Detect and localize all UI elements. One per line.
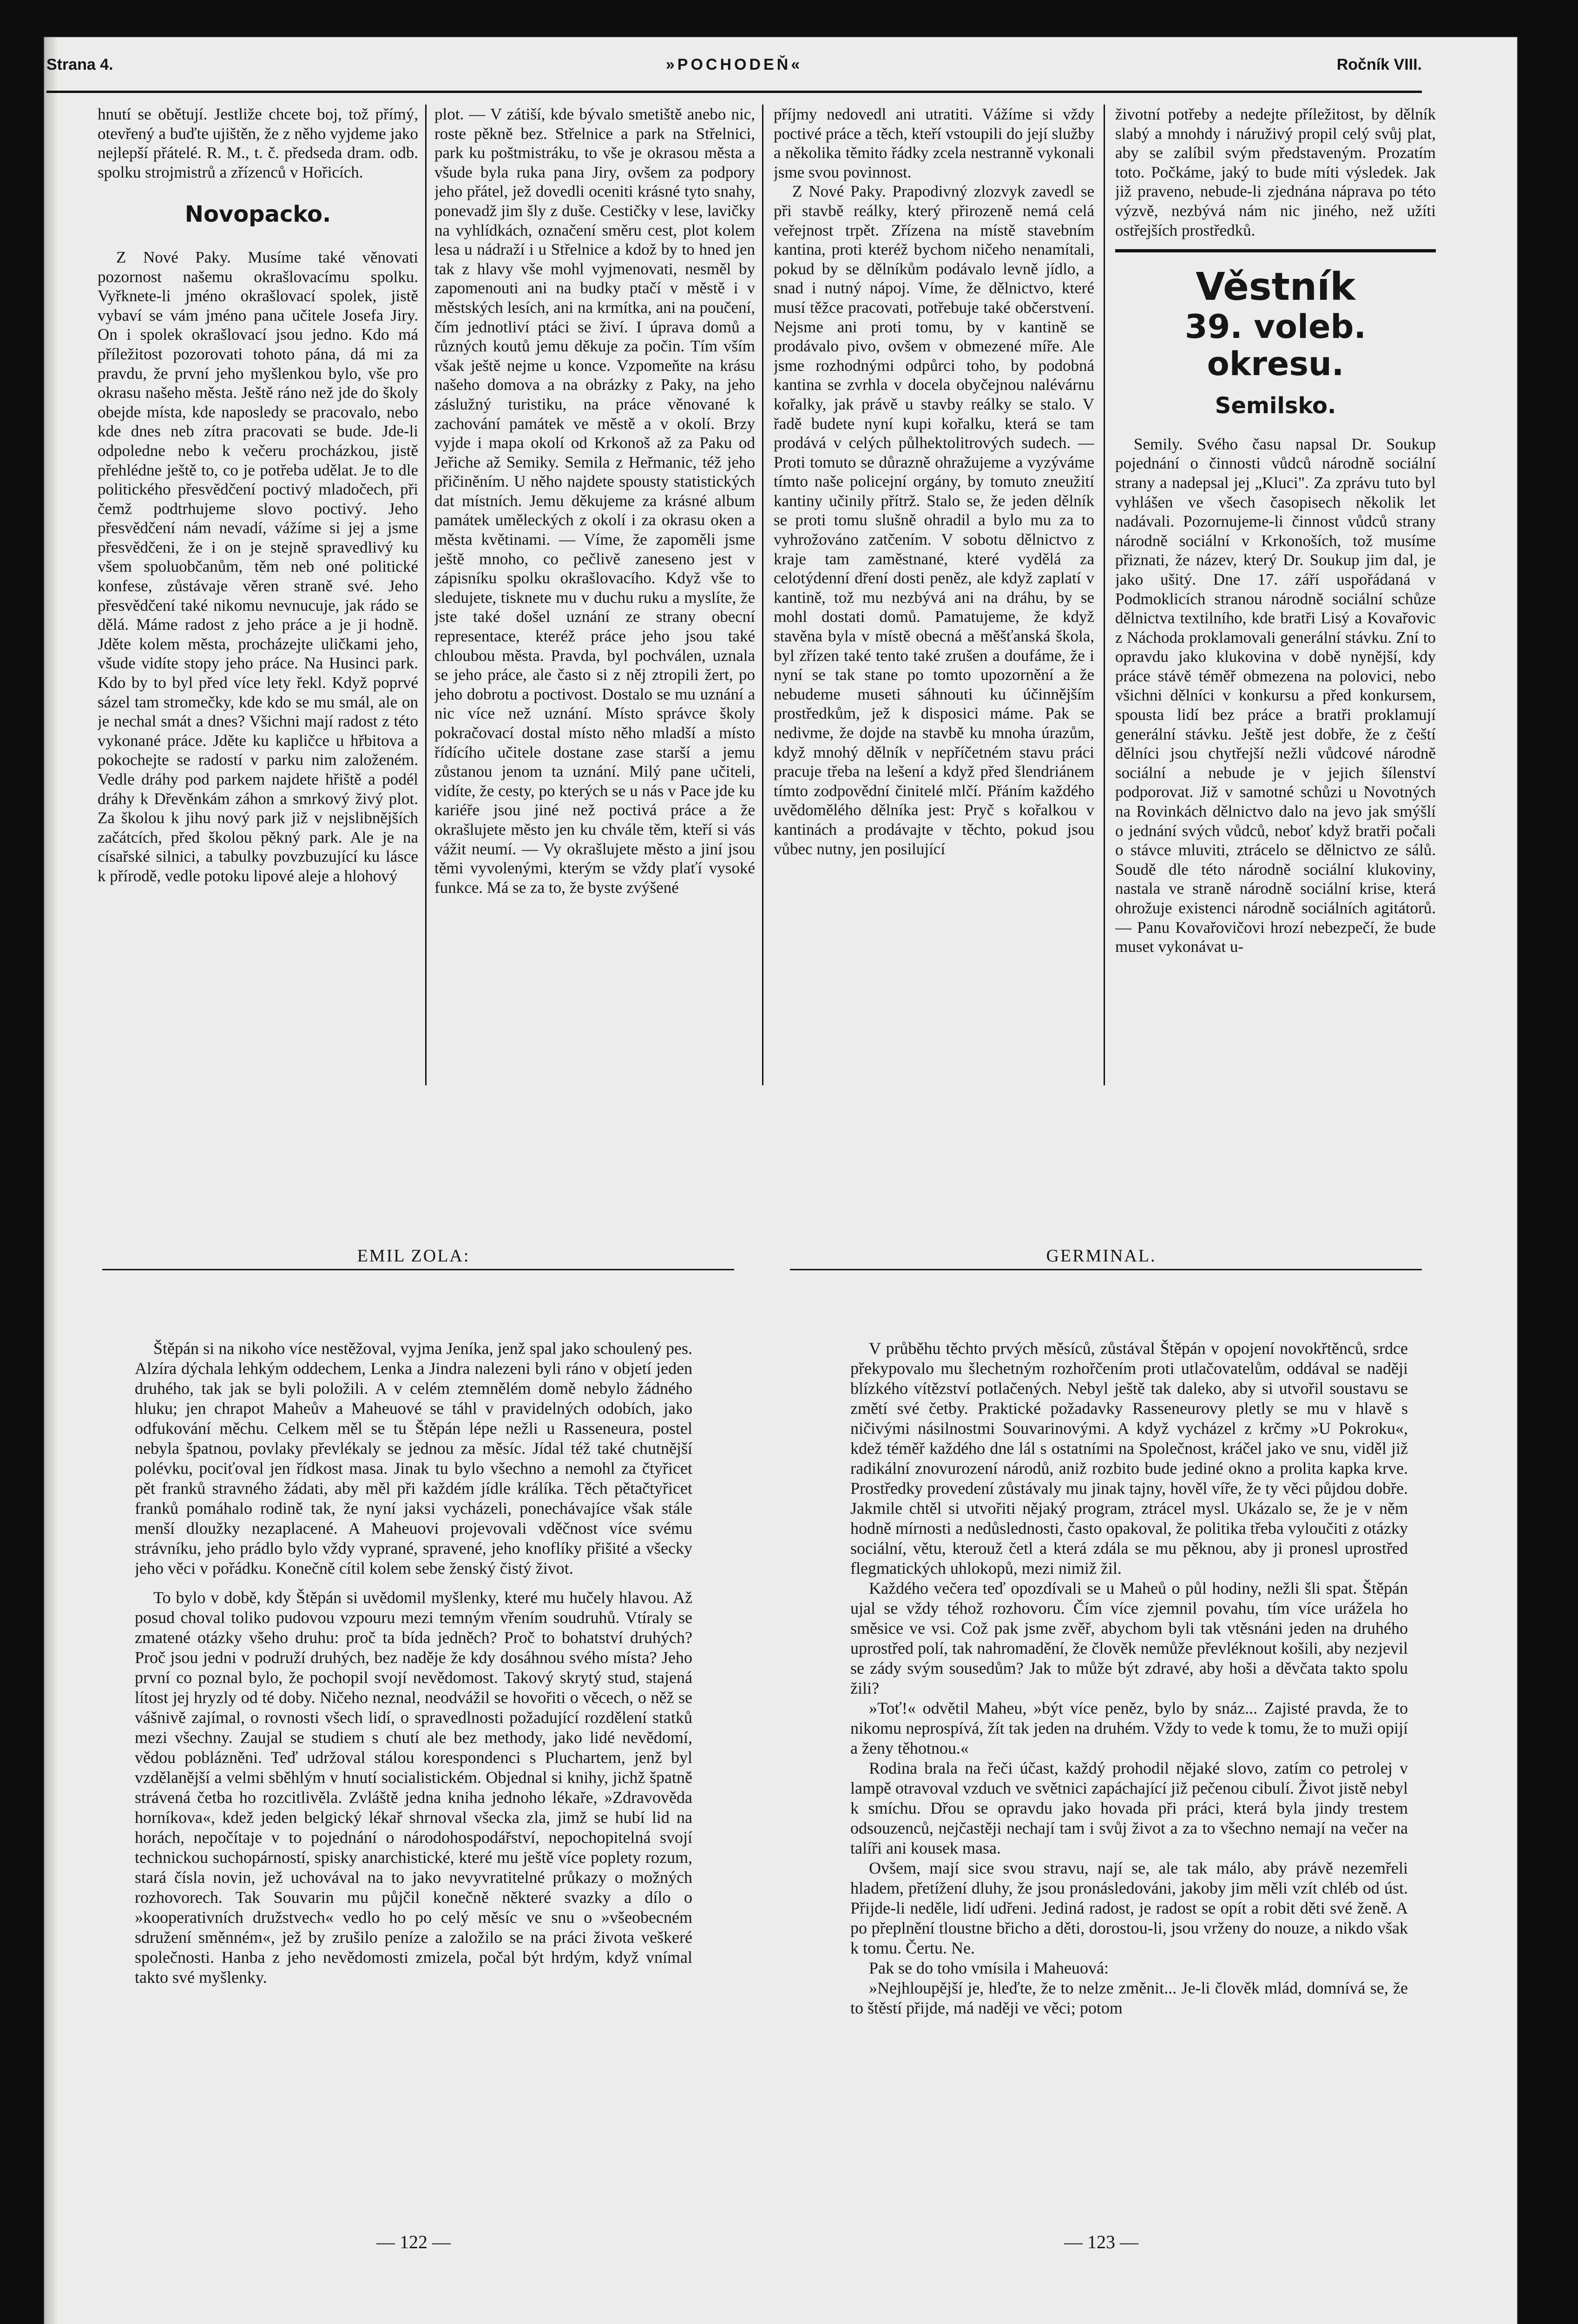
novel-right-page (850, 1339, 1408, 2185)
column-2 (434, 105, 755, 1088)
page-label: Strana 4. (46, 56, 113, 73)
volume-label: Ročník VIII. (1336, 56, 1422, 73)
novel-text: To bylo v době, kdy Štěpán si uvědomil myšlenky, které mu hučely hlavou. Až posud choval toliko pudovou vzpouru mezi temným vřením soudruhů. Vtíraly se zmatené otázky všeho druhu: proč ta bída jedněch? Proč to bohatství druhých? Proč jsou jedni v podruží druhých, bez naděje že kdy dosáhnou svého místa? Jeho první co poznal bylo, že pochopil svojí nevědomost. Takový skrytý stud, stajená lítost jej hryzly od té doby. Ničeho neznal, neodvážil se hovořiti o věcech, o něž se vášnivě zajímal, o rovnosti všech lidí, o spravedlnosti požadující rozdělení statků mezi všechny. Zaujal se studiem s chutí ale bez methody, jako lidé nevědomí, vědou poblázněni. Teď udržoval stálou korespondenci s Pluchartem, jenž byl vzdělanější a velmi sběhlým v hnutí socialistickém. Objednal si knihy, jichž špatně strávená četba ho rozcitlivěla. Zvláště jedna kniha jednoho lékaře, »Zdravověda horníkova«, kdež jeden belgický lékař shrnoval všecka zla, jimž se hubí lid na horách, nepočítaje v to pojednání o národohospodářství, nepochopitelná svojí technickou suchopárností, spisky anarchistické, které mu ještě více poplety rozum, stará čísla novin, jež uchovával na to jako nevyvratitelné průkazy o možných rozhovorech. Tak Souvarin mu půjčil konečně některé svazky a dílo o »kooperativních družstvech« vedlo ho po celý měsíc ve snu o »všeobecném sdružení směnném«, jež by zrušilo peníze a založilo se na práci života veškeré společnosti. Hanba z jeho nevědomosti zmizela, počal být hrdým, když vnímal takto své myšlenky. (135, 1588, 692, 1987)
region-heading: Semilsko. (1215, 393, 1336, 419)
column-rule (1104, 105, 1105, 1085)
novel-left-page (135, 1339, 692, 2185)
novel-text: Štěpán si na nikoho více nestěžoval, vyjma Jeníka, jenž spal jako schoulený pes. Alzíra dýchala lehkým oddechem, Lenka a Jindra nalezeni byli ráno v objetí jeden druhého, tak jak se byli položili. A v celém ztemnělém domě nebylo žádného hluku; jen chrapot Maheův a Maheuové se táhl v pravidelných odobích, jako odfukování měchu. Celkem měl se tu Štěpán lépe nežli u Rasseneura, postel nebyla špatnou, povlaky převlékaly se jednou za měsíc. Jídal též také chutnější polévku, pociťoval jen řídkost masa. Jinak tu bylo všechno a nemohl za čtyřicet pět franků stravného žádati, aby měl při každém jídle králíka. Těch pětačtyřicet franků pomáhalo rodině tak, že nyní jaksi vycházeli, ponechávajíce však stále menší dloužky nezaplacené. A Maheuovi projevovali vděčnost více svému strávníku, jeho prádlo bylo vždy vyprané, spravené, jeho knoflíky přišité a všecky jeho věci v pořádku. Konečně cítil kolem sebe ženský čistý život. (135, 1339, 692, 1578)
page-number-right: — 123 — (1064, 2232, 1138, 2252)
column-1 (98, 105, 418, 1088)
novel-text: Každého večera teď opozdívali se u Maheů o půl hodiny, nežli šli spat. Štěpán ujal se vždy téhož rozhovoru. Čím více zjemnil povahu, tím více urážela ho směsice ve vsi. Což pak jsme zvěř, abychom byli tak vtěsnáni jeden na druhého uprostřed polí, tak nahromadění, že člověk nemůže převléknout košili, aby nezjevil se zády svým sousedům? Jak to může být zdravé, aby hoši a děvčata takto spolu žili? (850, 1579, 1408, 1697)
running-head (46, 56, 1422, 84)
column-3 (774, 105, 1094, 1088)
header-rule (46, 91, 1422, 93)
article-text: Semily. Svého času napsal Dr. Soukup pojednání o činnosti vůdců národně sociální strany a nadepsal jej „Kluci". Za zprávu tuto byl vyhlášen ve všech časopisech několik let nadávali. Pozornujeme-li činnost vůdců strany národně sociální v Krkonoších, tož musíme přiznati, že název, který Dr. Soukup jim dal, je jako ušitý. Dne 17. září uspořádaná v Podmoklicích stranou národně sociální schůze dělnictva textilního, kde bratři Lisý a Kovařovic z Náchoda proklamovali generální stávku. Zní to opravdu jako klukovina v době nynější, kdy práce stávě téměř obmezena na polovici, nebo všichni dělníci v konkursu a před konkursem, spousta lidí bez práce a bratři proklamují generální stávku. Ještě jest dobře, že z čeští dělníci jsou chytřejší nežli vůdcové národně sociální a nebude je v jejich šílenství podporovat. Již v samotné schůzi u Novotných na Rovinkách dělnictvo dalo na jevo jak smýšlí o jednání svých vůdců, neboť když bratři počali o stávce mluviti, ztrácelo se dělnictvo ze sálů. Soudě dle této národně sociální klukoviny, nastala ve straně národně sociální krise, která ohrožuje existenci národně sociálních agitátorů. — Panu Kovařovičovi hrozí nebezpečí, že bude muset vykonávat u- (1115, 435, 1436, 956)
district-heading: 39. voleb. okresu. (1184, 308, 1367, 383)
page-number-left: — 122 — (376, 2232, 451, 2252)
masthead-title: »POCHODEŇ« (665, 56, 803, 73)
page-fold-shadow (44, 37, 58, 2324)
novel-text: »Nejhloupější je, hleďte, že to nelze změnit... Je-li člověk mlád, domnívá se, že to štěstí přijde, má naději ve věci; potom (850, 1979, 1408, 2017)
article-text: příjmy nedovedl ani utratiti. Vážíme si vždy poctivé práce a těch, kteří vstoupili do její služby a několika těmito řádky zcela nestranně vykonali jsme svou povinnost. (774, 105, 1094, 181)
novel-author-rule (102, 1269, 734, 1270)
column-rule (425, 105, 427, 1085)
column-rule (762, 105, 763, 1085)
novel-text: Pak se do toho vmísila i Maheuová: (869, 1959, 1109, 1977)
novel-title: GERMINAL. (1046, 1246, 1157, 1266)
novel-author: EMIL ZOLA: (357, 1246, 470, 1266)
bulletin-heading: Věstník (1196, 265, 1355, 310)
novel-text: Ovšem, mají sice svou stravu, nají se, ale tak málo, aby právě nezemřeli hladem, přetížení dluhy, že jsou pronásledováni, jakoby jim měli vzít chléb od úst. Přijde-li neděle, lidí udřeni. Jediná radost, je radost se opít a robit děti své ženě. A po přeplnění tloustne břicho a děti, dorostou-li, jsou vrženy do nouze, a nikdo však k tomu. Čertu. Ne. (850, 1859, 1408, 1957)
article-text: plot. — V zátiší, kde bývalo smetiště anebo nic, roste pěkně bez. Střelnice a park na Střelnici, park ku poštmistráku, to vše je okrasou města a všude byla ruka pana Jiry, ovšem za podpory jeho přátel, jež dovedli oceniti krásné tyto snahy, ponevadž jim šly z duše. Cestičky v lese, lavičky na vyhlídkách, označení směru cest, plot kolem lesa u nádraží i u Střelnice a kdož by to hned jen tak z hlavy vše mohl vyjmenovati, nesměl by zapomenouti ani na budky ptačí v městě i v městských lesích, ani na krmítka, ani na poučení, čím jednotliví ptáci se živí. I úprava domů a různých koutů jemu děkuje za počin. Tím vším však ještě nejme u konce. Vzpomeňte na krásu našeho domova a na obrázky z Paky, na jeho záslužný turistiku, na práce věnované k zachování památek ve městě a v okolí. Brzy vyjde i mapa okolí od Krkonoš až za Paku od Jeřiche až Semiky. Semila z Heřmanic, též jeho přičiněním. U něho najdete spousty statistických dat místních. Jemu děkujeme za krásné album památek uměleckých z okolí i za okrasu oken a města květinami. — Víme, že zapoměli jsme ještě mnoho, co pečlivě zaneseno jest v zápisníku spolku okrašlovacího. Když vše to sledujete, tisknete mu v duchu ruku a myslíte, že jste také došel uznání ze strany obecní representace, kteréž práce jeho jsou také chloubou města. Pravda, byl pochválen, uznala se jeho práce, ale často si z něj ztropili žert, po jeho dobrotu a poctivost. Dostalo se mu uznání a nic více než uznání. Místo správce školy pokračovací dostal místo něho mladší a místo řídícího učitele dostane zase starší a jemu zůstanou jenom ta uznání. Milý pane učiteli, vidíte, že cesty, po kterých se u nás v Pace jde ku kariéře jsou jiné než poctivá práce a že okrašlujete město jen ku chvále těm, kteří si vás vážit neumí. — Vy okrašlujete město a jiní jsou těmi vyvolenými, kterým se vždy plaťí vysoké funkce. Má se za to, že byste zvýšené (434, 105, 755, 897)
novel-title-rule (790, 1269, 1422, 1270)
heading-rule (1115, 249, 1436, 252)
column-4 (1115, 105, 1436, 1088)
article-text: životní potřeby a nedejte příležitost, by dělník slabý a mnohdy i náruživý propil celý svůj plat, aby se zalíbil svým představeným. Prozatím toto. Počkáme, jaký to bude míti výsledek. Jak již praveno, nebude-li zjednána náprava po této výzvě, nezbývá nám nic jiného, než užíti ostřejších prostředků. (1115, 105, 1436, 239)
article-text: Z Nové Paky. Musíme také věnovati pozornost našemu okrašlovacímu spolku. Vyřknete-li jméno okrašlovací spolek, jistě vybaví se vám jméno pana učitele Josefa Jiry. On i spolek okrašlovací jsou jedno. Kdo má příležitost pozorovati tohoto pána, dá mi za pravdu, že první jeho myšlenkou bylo, vše pro okrasu našeho města. Ještě ráno než jde do školy obejde místa, kde naposledy se pracovalo, nebo kde dnes neb zítra pracovati se bude. Jde-li odpoledne nebo k večeru procházkou, jistě přehlédne ještě to, co je potřeba udělat. Je to dle politického přesvědčení poctivý mladočech, při čemž podtrhujeme slovo poctivý. Jeho přesvědčení nám nevadí, vážíme si jej a jsme přesvědčeni, že i on je stejně spravedlivý ku všem spoluobčanům, těm neb oné politické konfese, zůstávaje věren straně své. Jeho přesvědčení také nikomu nevnucuje, jak rádo se dělá. Máme radost z jeho práce a je ji hodně. Jděte kolem města, procházejte uličkami jeho, všude vidíte stopy jeho práce. Na Husinci park. Kdo by to byl před více lety řekl. Když poprvé sázel tam stromečky, kde kdo se mu smál, ale on je nechal smát a dnes? Všichni mají radost z této vykonané práce. Jděte ku kapličce u hřbitova a pokochejte se radostí v parku nim založeném. Vedle dráhy pod parkem najdete hřiště a podél dráhy k Dřevěnkám záhon a smrkový živý plot. Za školou k jihu nový park již v nejslibnějších začátcích, před školou pěkný park. Ale je na císařské silnici, a tabulky povzbuzující ku lásce k přírodě, vedle potoku lipové aleje a hlohový (98, 248, 418, 885)
novel-text: Rodina brala na řeči účast, každý prohodil nějaké slovo, zatím co petrolej v lampě otravoval vzduch ve světnici zapáchající již pečenou cibulí. Život jistě nebyl k smíchu. Dřou se opravdu jako hovada při práci, která byla jindy trestem odsouzenců, nejčastěji nechají tam i svůj život a za to všechno nemají na večer na talíři ani kousek masa. (850, 1759, 1408, 1857)
article-text: hnutí se obětují. Jestliže chcete boj, tož přímý, otevřený a buďte ujištěn, že z něho vyjdeme jako nejlepší přátelé. R. M., t. č. předseda dram. odb. spolku strojmistrů a zřízenců v Hořicích. (98, 105, 418, 181)
novel-text: V průběhu těchto prvých měsíců, zůstával Štěpán v opojení novokřtěnců, srdce překypovalo mu šlechetným rozhořčením proti utlačovatelům, oddával se naději blízkého vítězství potlačených. Nebyl ještě tak daleko, aby si utvořil soustavu se změtí své četby. Praktické požadavky Rasseneurovy pletly se mu v hlavě s ničivými násilnostmi Souvarinovými. A když vycházel z krčmy »U Pokroku«, kdež téměř každého dne lál s ostatními na Společnost, kráčel jako ve snu, viděl již radikální znovurození národů, aniž rozbito bude jediné okno a prolita kapka krve. Prostředky provedení zůstávaly mu jinak tajny, hověl víře, že ty věci půjdou dobře. Jakmile chtěl si utvořiti nějaký program, ztrácel mysl. Ukázalo se, že je v něm hodně mírnosti a nedůslednosti, často opakoval, že politika třeba vyloučiti z otázky sociální, větu, kterouž četl a která zdála se mu pěknou, aby ji pronesl uprostřed flegmatických uhlokopů, mezi nimiž žil. (850, 1339, 1408, 1578)
section-heading: Novopacko. (184, 201, 331, 228)
novel-text: »Toť!« odvětil Maheu, »být více peněz, bylo by snáz... Zajisté pravda, že to nikomu neprospívá, žít tak jeden na druhém. Vždy to vede k tomu, že to muži opijí a ženy těhotnou.« (850, 1699, 1408, 1757)
article-text: Z Nové Paky. Prapodivný zlozvyk zavedl se při stavbě reálky, který přirozeně nemá celá veřejnost trpět. Zřízena na místě stavebním kantina, proti kteréž bychom ničeho nenamítali, pokud by se dělníkům podávalo levně jídlo, a snad i nutný nápoj. Víme, že dělnictvo, které musí těžce pracovati, potřebuje také občerstvení. Nejsme ani proti tomu, by v kantině se prodávalo pivo, ovšem v obmezené míře. Ale jsme rozhodnými odpůrci toho, by podobná kantina se zvrhla v docela obyčejnou nalévárnu kořalky, jak právě u stavby reálky se stalo. V řadě budete nyní kupi kořalku, která se tam prodává v celých půlhektolitrových sudech. — Proti tomuto se důrazně ohražujeme a vyzýváme tímto naše policejní orgány, by tomuto zneužití kantiny učinily přítrž. Stalo se, že jeden dělník se proti tomu slušně ohradil a bylo mu za to vyhrožováno zatčením. V sobotu dělnictvo z kraje tam zaměstnané, které vydělá za celotýdenní dření dosti peněz, ale když zaplatí v kantině, tož mu nezbývá ani na dráhu, by se mohl dostati domů. Pamatujeme, že když stavěna byla v místě obecná a měšťanská škola, byl zřízen také tento také zrušen a doufáme, že i nyní se tak stane po tomto upozornění a že nebudeme museti sáhnouti ku účinnějším prostředkům, jež k disposici máme. Pak se nedivme, že dojde na stavbě ku mnoha úrazům, když mnohý dělník v nepříčetném stavu práci pracuje třeba na lešení a když před šlendriánem tímto zodpovědní činitelé mlčí. Přáním každého uvědomělého dělníka jest: Pryč s kořalkou v kantinách a prodávajte v těchto, pokud jsou vůbec nutny, jen posilující (774, 182, 1094, 858)
